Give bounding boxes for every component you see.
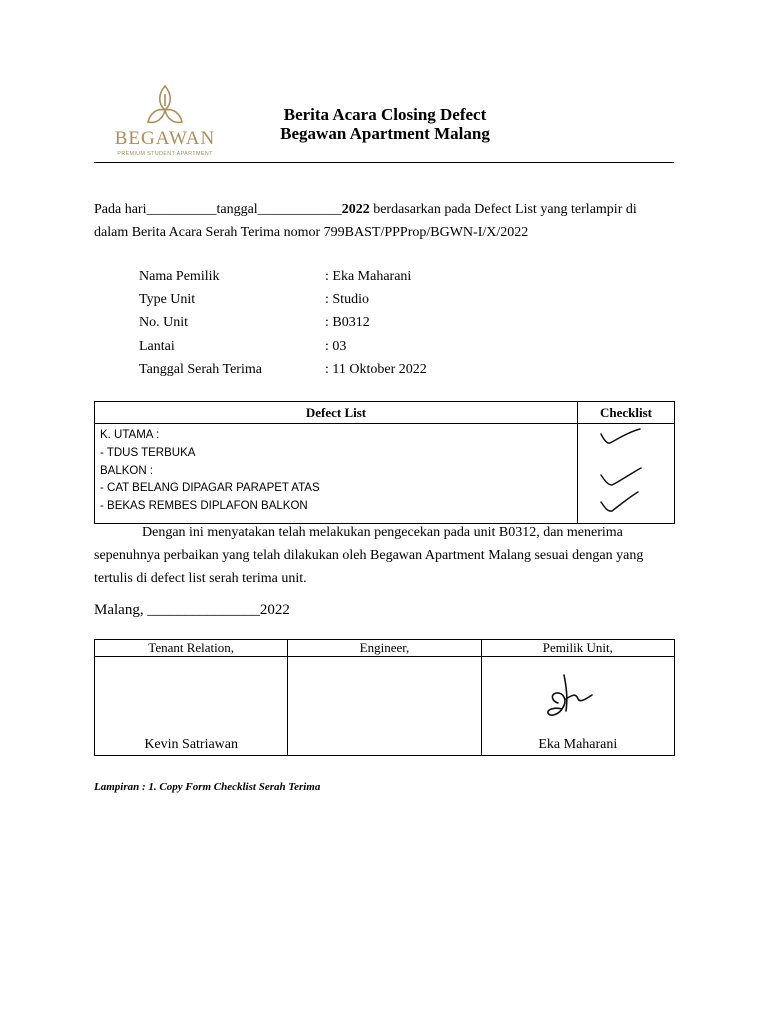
info-value-handover-date: : 11 Oktober 2022 [325,362,427,377]
begawan-logo [112,84,218,160]
logo-wordmark: BEGAWAN [114,128,216,149]
info-value-floor: : 03 [325,339,347,354]
intro-line-1 [94,198,674,221]
place-date: Malang, _______________2022 [94,602,290,618]
intro-year: 2022 [341,202,370,217]
defect-items-cell [95,424,578,524]
info-value-owner: : Eka Maharani [325,269,412,284]
checkmark-icon [598,490,644,516]
header-divider [94,162,674,163]
defect-list-header: Defect List [95,402,578,424]
info-value-unit: : B0312 [325,315,370,330]
checkmark-icon [598,466,644,490]
statement-paragraph [94,521,674,590]
logo-tagline: PREMIUM STUDENT APARTMENT [117,151,213,157]
document-title: Berita Acara Closing Defect [283,105,487,124]
info-label-owner: Nama Pemilik [139,269,220,284]
intro-line-1-suffix: berdasarkan pada Defect List yang terlampir di [369,202,637,217]
signature-table [94,639,675,756]
intro-paragraph [94,198,674,244]
sig-cell-tenant-relation [95,657,288,756]
statement-line-1: Dengan ini menyatakan telah melakukan pengecekan pada unit B0312, dan menerima [142,525,623,540]
intro-date-blanks: Pada hari__________tanggal____________ [94,202,342,217]
defect-item: K. UTAMA : [100,429,160,441]
checkmark-icon [598,426,644,448]
signature-row [95,657,675,756]
info-label-handover-date: Tanggal Serah Terima [139,362,262,377]
defect-item: BALKON : [100,464,154,477]
sig-cell-engineer [288,657,481,756]
statement-line-2: sepenuhnya perbaikan yang telah dilakukan oleh Begawan Apartment Malang sesuai dengan yang [94,548,644,563]
defect-table [94,401,675,524]
defect-item: - BEKAS REMBES DIPLAFON BALKON [100,500,308,513]
sig-cell-owner [481,657,674,756]
defect-item: - CAT BELANG DIPAGAR PARAPET ATAS [100,482,320,495]
intro-line-2: dalam Berita Acara Serah Terima nomor 799BAST/PPProp/BGWN-I/X/2022 [94,225,529,240]
info-value-type: : Studio [325,292,369,307]
signature-header-row [95,640,675,657]
defect-table-header [95,402,675,424]
defect-item: - TDUS TERBUKA [100,446,196,459]
info-label-type: Type Unit [139,292,196,307]
info-label-unit: No. Unit [139,315,188,330]
sig-name-tenant-relation: Kevin Satriawan [144,737,239,752]
statement-line-3: tertulis di defect list serah terima unit. [94,571,307,586]
sig-header-engineer: Engineer, [288,640,481,657]
lotus-emblem-icon [146,84,184,126]
info-label-floor: Lantai [139,339,175,354]
document-subtitle: Begawan Apartment Malang [280,124,490,143]
sig-name-owner: Eka Maharani [538,737,618,752]
defect-table-row [95,424,675,524]
sig-header-tenant-relation: Tenant Relation, [95,640,288,657]
owner-signature [544,665,604,725]
sig-header-owner: Pemilik Unit, [481,640,674,657]
attachment-note: Lampiran : 1. Copy Form Checklist Serah Terima [94,781,321,793]
checklist-cell [578,424,675,524]
checklist-header: Checklist [578,402,675,424]
